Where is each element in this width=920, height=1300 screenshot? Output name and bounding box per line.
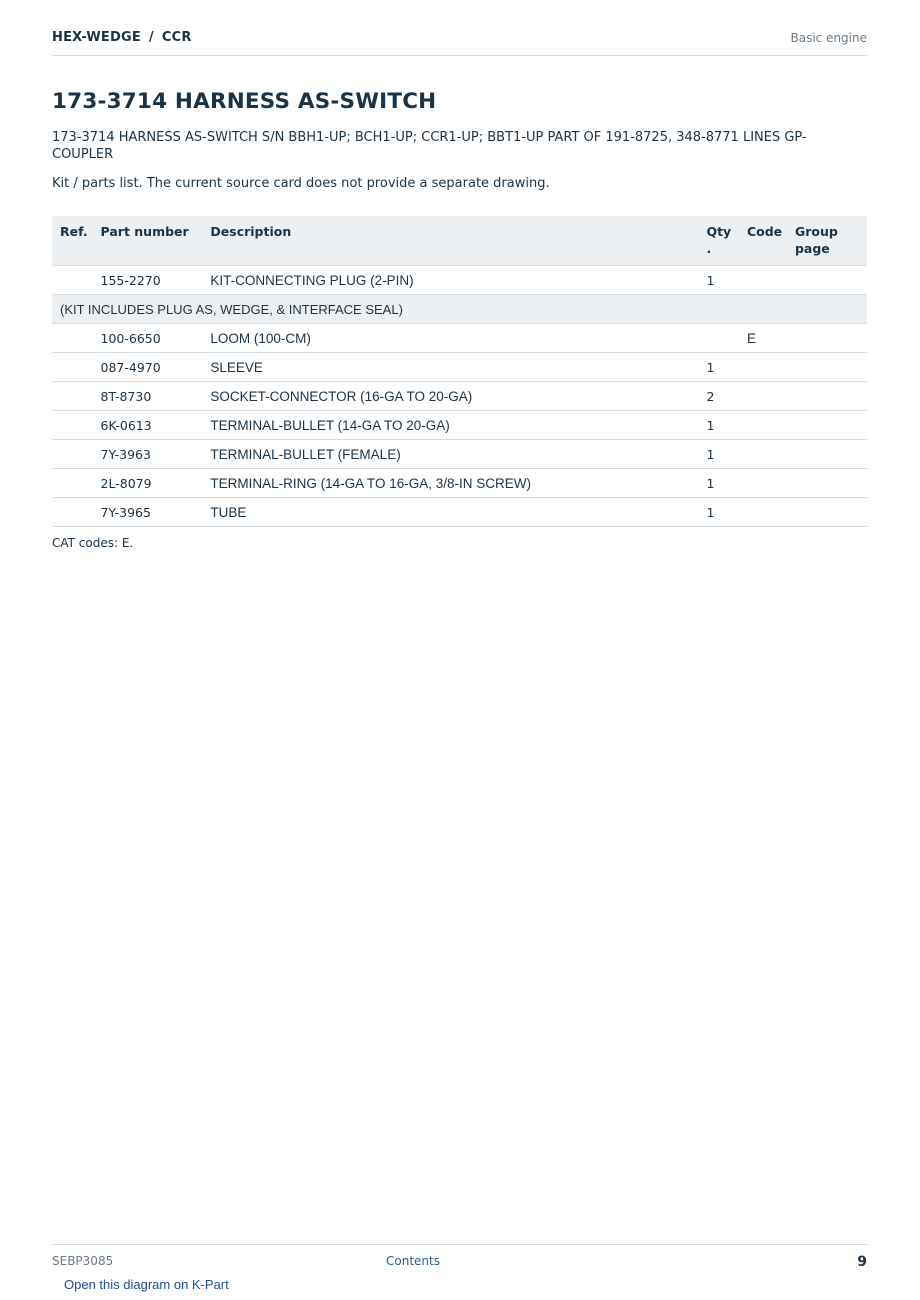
code-cell	[739, 498, 787, 527]
page-header	[52, 28, 867, 56]
part-number-cell: 7Y-3963	[93, 440, 203, 469]
code-cell	[739, 469, 787, 498]
qty-cell: 1	[698, 411, 739, 440]
part-number-cell: 155-2270	[93, 266, 203, 295]
code-cell	[739, 411, 787, 440]
table-row	[52, 353, 867, 382]
description-cell: TERMINAL-BULLET (14-GA TO 20-GA)	[202, 411, 698, 440]
breadcrumb-section: CCR	[161, 30, 192, 45]
qty-cell: 1	[698, 266, 739, 295]
table-row	[52, 324, 867, 353]
group-page-cell	[787, 266, 867, 295]
open-kpart-link[interactable]: Open this diagram on K-Part	[64, 1277, 229, 1292]
part-number-cell: 6K-0613	[93, 411, 203, 440]
source-note: Kit / parts list. The current source card does not provide a separate drawing.	[52, 176, 550, 191]
breadcrumb-model: HEX-WEDGE	[52, 30, 141, 45]
page-footer	[52, 1244, 867, 1292]
description-cell: SOCKET-CONNECTOR (16-GA TO 20-GA)	[202, 382, 698, 411]
document-page	[52, 0, 867, 1300]
table-row	[52, 266, 867, 295]
cat-codes: CAT codes: E.	[52, 536, 134, 550]
table-header-row	[52, 216, 867, 266]
header-code: Code	[739, 216, 787, 266]
table-row	[52, 382, 867, 411]
ref-cell	[52, 440, 93, 469]
qty-cell: 1	[698, 353, 739, 382]
qty-cell: 2	[698, 382, 739, 411]
qty-cell	[698, 324, 739, 353]
header-group-page: Group page	[787, 216, 867, 266]
kit-note: (KIT INCLUDES PLUG AS, WEDGE, & INTERFACE SEAL)	[52, 295, 867, 324]
table-row	[52, 411, 867, 440]
description-cell: TUBE	[202, 498, 698, 527]
group-page-cell	[787, 411, 867, 440]
document-id: SEBP3085	[52, 1254, 114, 1268]
header-ref: Ref.	[52, 216, 93, 266]
parts-table	[52, 216, 867, 527]
code-cell: E	[739, 324, 787, 353]
section-label: Basic engine	[790, 31, 867, 45]
breadcrumb	[52, 30, 192, 45]
group-page-cell	[787, 498, 867, 527]
description-cell: TERMINAL-RING (14-GA TO 16-GA, 3/8-IN SCREW)	[202, 469, 698, 498]
code-cell	[739, 353, 787, 382]
description-cell: TERMINAL-BULLET (FEMALE)	[202, 440, 698, 469]
page-number: 9	[857, 1254, 867, 1270]
part-number-cell: 087-4970	[93, 353, 203, 382]
ref-cell	[52, 324, 93, 353]
ref-cell	[52, 411, 93, 440]
table-row	[52, 498, 867, 527]
table-note-row	[52, 295, 867, 324]
qty-cell: 1	[698, 440, 739, 469]
ref-cell	[52, 353, 93, 382]
ref-cell	[52, 382, 93, 411]
contents-link[interactable]: Contents	[386, 1254, 440, 1268]
code-cell	[739, 266, 787, 295]
header-part-number: Part number	[93, 216, 203, 266]
table-row	[52, 440, 867, 469]
description-cell: LOOM (100-CM)	[202, 324, 698, 353]
part-number-cell: 100-6650	[93, 324, 203, 353]
group-page-cell	[787, 324, 867, 353]
code-cell	[739, 382, 787, 411]
ref-cell	[52, 266, 93, 295]
code-cell	[739, 440, 787, 469]
table-row	[52, 469, 867, 498]
header-description: Description	[202, 216, 698, 266]
page-title: 173-3714 HARNESS AS-SWITCH	[52, 89, 437, 114]
group-page-cell	[787, 469, 867, 498]
group-page-cell	[787, 440, 867, 469]
breadcrumb-separator: /	[148, 30, 154, 45]
ref-cell	[52, 498, 93, 527]
part-number-cell: 8T-8730	[93, 382, 203, 411]
group-page-cell	[787, 382, 867, 411]
header-qty: Qty .	[698, 216, 739, 266]
group-page-cell	[787, 353, 867, 382]
ref-cell	[52, 469, 93, 498]
qty-cell: 1	[698, 469, 739, 498]
description-cell: KIT-CONNECTING PLUG (2-PIN)	[202, 266, 698, 295]
description-cell: SLEEVE	[202, 353, 698, 382]
qty-cell: 1	[698, 498, 739, 527]
part-number-cell: 2L-8079	[93, 469, 203, 498]
part-number-cell: 7Y-3965	[93, 498, 203, 527]
page-subtitle: 173-3714 HARNESS AS-SWITCH S/N BBH1-UP; BCH1-UP; CCR1-UP; BBT1-UP PART OF 191-8725, 348-8771 LINES GP-COUPLER	[52, 130, 807, 162]
table-body	[52, 266, 867, 527]
